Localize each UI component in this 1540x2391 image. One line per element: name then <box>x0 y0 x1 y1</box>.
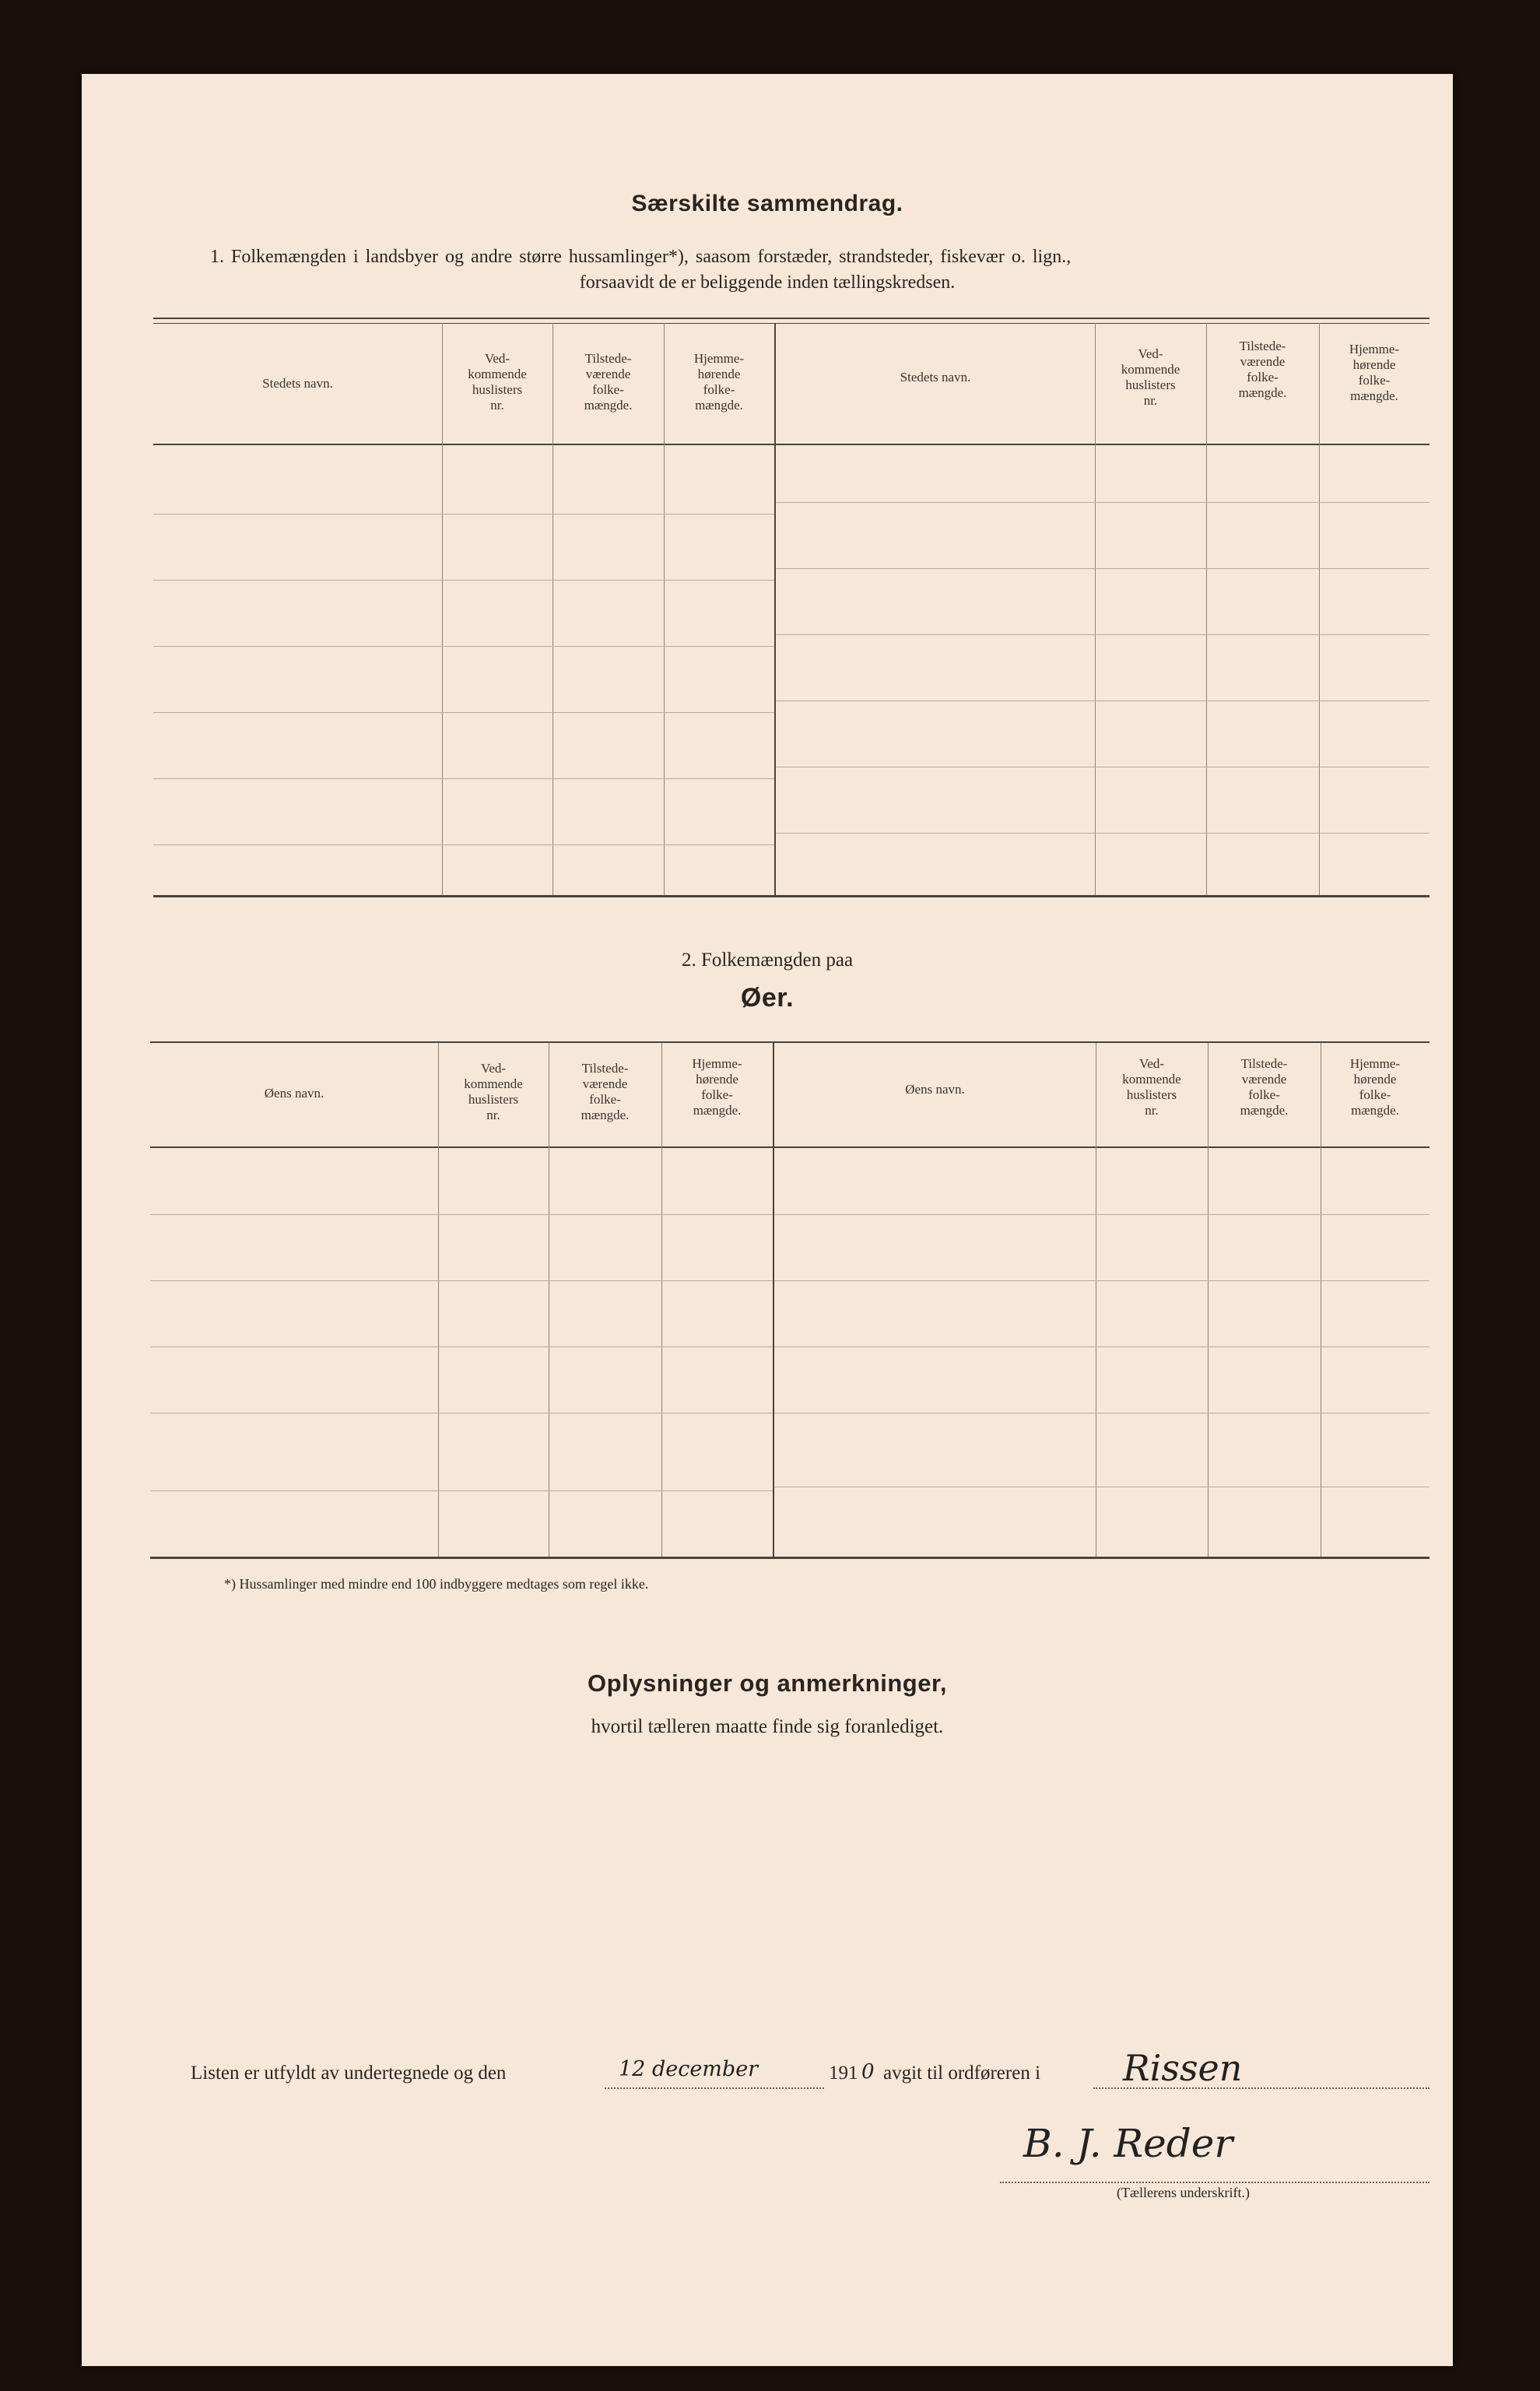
section2-title: Øer. <box>740 983 795 1013</box>
header-resident-population-2: Hjemme- hørende folke- mængde. <box>1349 342 1400 403</box>
header-island-household-list-no-2: Ved- kommende huslisters nr. <box>1122 1056 1181 1118</box>
signature-sentence-part1: Listen er utfyldt av undertegnede og den <box>191 2063 507 2084</box>
header-island-present-population: Tilstede- værende folke- mængde. <box>581 1061 630 1122</box>
remarks-subtitle: hvortil tælleren maatte finde sig foranlediget. <box>591 1716 944 1737</box>
header-present-population: Tilstede- værende folke- mængde. <box>584 351 633 413</box>
section1-line2: forsaavidt de er beliggende inden tællingskredsen. <box>579 272 956 293</box>
header-present-population-2: Tilstede- værende folke- mængde. <box>1238 339 1287 400</box>
year-handwritten: 0 <box>861 2060 875 2084</box>
header-island-household-list-no: Ved- kommende huslisters nr. <box>464 1061 523 1122</box>
place-handwritten: Rissen <box>1123 2047 1243 2089</box>
date-underline <box>605 2087 824 2089</box>
header-resident-population: Hjemme- hørende folke- mængde. <box>693 351 745 413</box>
signature-sentence-part2: avgit til ordføreren i <box>883 2063 1041 2084</box>
signature-caption: (Tællerens underskrift.) <box>1117 2185 1250 2200</box>
header-place-name: Stedets navn. <box>262 376 333 391</box>
header-island-name-2: Øens navn. <box>905 1082 965 1097</box>
footnote: *) Hussamlinger med mindre end 100 indbyggere medtages som regel ikke. <box>224 1576 649 1592</box>
section2-line1: 2. Folkemængden paa <box>681 950 854 971</box>
remarks-title: Oplysninger og anmerkninger, <box>588 1669 947 1697</box>
header-household-list-no-2: Ved- kommende huslisters nr. <box>1121 346 1180 408</box>
year-prefix: 191 <box>829 2063 858 2084</box>
date-handwritten: 12 december <box>619 2057 759 2081</box>
signature-handwritten: B. J. Reder <box>1023 2121 1233 2166</box>
header-island-resident-population: Hjemme- hørende folke- mængde. <box>692 1056 742 1118</box>
header-place-name-2: Stedets navn. <box>900 370 971 384</box>
form-title: Særskilte sammendrag. <box>631 191 903 216</box>
section1-line1: 1. Folkemængden i landsbyer og andre større hussamlinger*), saasom forstæder, strandsteder, fiskevær o. lign., <box>210 247 1072 267</box>
header-island-resident-population-2: Hjemme- hørende folke- mængde. <box>1349 1056 1401 1118</box>
signature-underline <box>1000 2182 1429 2183</box>
census-form-page <box>82 74 1453 2366</box>
header-household-list-no: Ved- kommende huslisters nr. <box>468 351 527 413</box>
header-island-name: Øens navn. <box>264 1086 324 1101</box>
header-island-present-population-2: Tilstede- værende folke- mængde. <box>1240 1056 1289 1118</box>
